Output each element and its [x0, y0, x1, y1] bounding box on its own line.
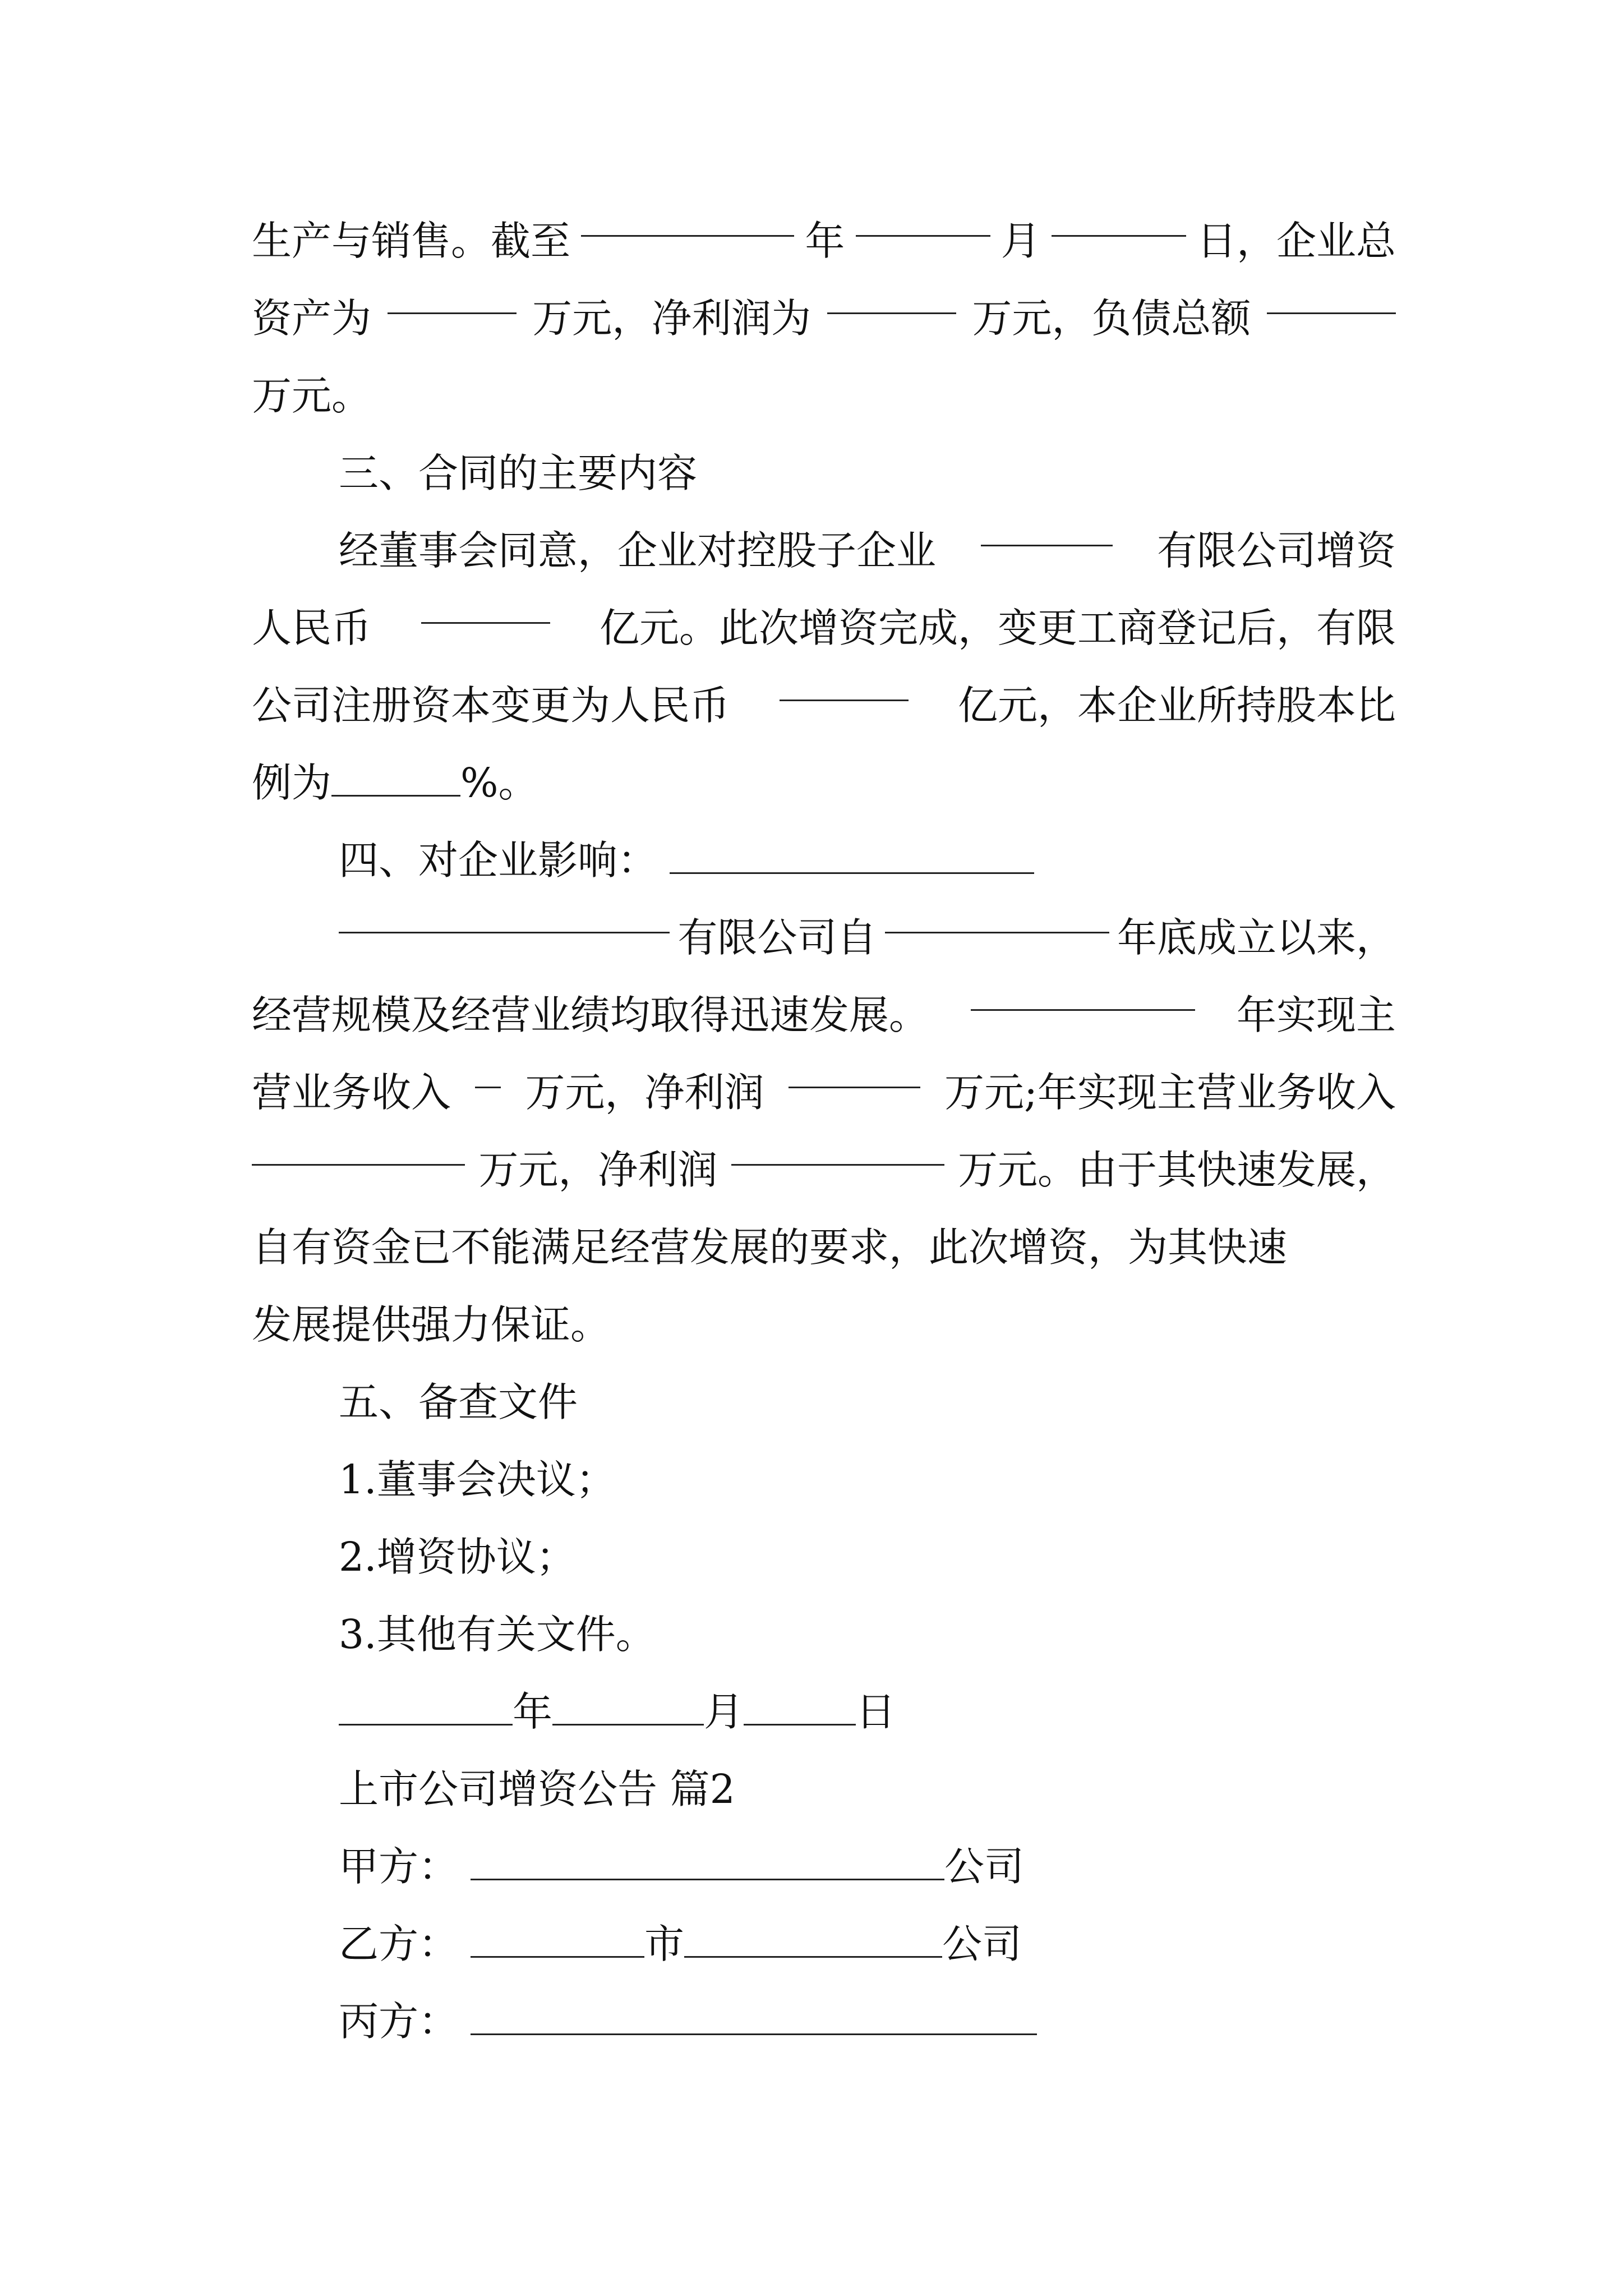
- section-heading: [339, 445, 1396, 501]
- blank-line: [552, 1702, 704, 1726]
- text-segment: 万元。: [252, 372, 372, 419]
- blank-line: [339, 910, 670, 933]
- text-line: [339, 523, 1396, 579]
- list-item: [339, 1529, 1396, 1585]
- text-segment: 市: [644, 1921, 685, 1967]
- text-segment: 公司: [944, 1843, 1025, 1890]
- blank-line: [331, 773, 460, 797]
- blank-line: [856, 213, 990, 237]
- text-segment: 公司注册资本变更为人民币: [252, 682, 730, 729]
- blank-line: [789, 1065, 920, 1088]
- blank-line: [339, 1702, 513, 1726]
- text-segment: 月: [704, 1688, 744, 1735]
- text-segment: 万元，净利润: [478, 1147, 718, 1193]
- text-line: [252, 987, 1396, 1043]
- text-segment: 有限公司自: [677, 914, 877, 961]
- blank-line: [684, 1934, 942, 1958]
- blank-line: [780, 678, 909, 701]
- text-line: [252, 1065, 1396, 1121]
- list-item: [339, 1607, 1396, 1663]
- party-line: [339, 1916, 1396, 1972]
- text-segment: 亿元，本企业所持股本比: [957, 682, 1396, 729]
- text-line: [252, 1142, 1396, 1198]
- text-segment: 年: [513, 1688, 553, 1735]
- text-line: [252, 678, 1396, 734]
- blank-line: [885, 910, 1109, 933]
- party-line: [339, 1839, 1396, 1895]
- text-segment: 四、对企业影响：: [339, 837, 658, 884]
- text-segment: 万元;年实现主营业务收入: [944, 1069, 1396, 1116]
- text-segment: 人民币: [252, 605, 372, 651]
- text-segment: 自有资金已不能满足经营发展的要求，此次增资，为其快速: [252, 1224, 1288, 1271]
- text-segment: 万元，净利润为: [532, 295, 811, 342]
- text-segment: 生产与销售。截至: [252, 218, 571, 264]
- text-segment: 甲方：: [339, 1843, 459, 1890]
- text-segment: 日，企业总: [1196, 218, 1396, 264]
- text-segment: 2.增资协议；: [339, 1534, 576, 1580]
- blank-line: [471, 2012, 1037, 2035]
- blank-line: [1267, 291, 1396, 314]
- blank-line: [471, 1857, 944, 1880]
- text-line: [339, 910, 1396, 966]
- text-line: [252, 755, 1396, 811]
- text-segment: 营业务收入: [252, 1069, 451, 1116]
- blank-line: [388, 291, 517, 314]
- text-segment: 经营规模及经营业绩均取得迅速发展。: [252, 992, 929, 1038]
- text-line: [252, 600, 1396, 656]
- text-segment: 上市公司增资公告 篇2: [339, 1766, 735, 1812]
- blank-line: [421, 600, 550, 624]
- text-segment: 万元，负债总额: [972, 295, 1251, 342]
- blank-line: [744, 1702, 856, 1726]
- text-segment: 丙方：: [339, 1998, 459, 2045]
- section-heading: [339, 832, 1396, 889]
- blank-line: [981, 523, 1113, 546]
- text-segment: 1.董事会决议；: [339, 1456, 616, 1503]
- text-segment: 三、合同的主要内容: [339, 450, 698, 496]
- blank-line: [471, 1934, 644, 1958]
- document-heading: [339, 1761, 1396, 1818]
- text-segment: 公司: [942, 1921, 1022, 1967]
- text-segment: 发展提供强力保证。: [252, 1301, 611, 1348]
- text-line: [252, 368, 1396, 424]
- text-segment: %。: [460, 760, 538, 806]
- text-segment: 年底成立以来，: [1117, 914, 1396, 961]
- text-segment: 例为: [252, 760, 332, 806]
- blank-line: [731, 1142, 944, 1166]
- text-line: [252, 1220, 1396, 1276]
- blank-line: [581, 213, 794, 237]
- blank-line: [971, 987, 1195, 1011]
- text-segment: 经董事会同意，企业对控股子企业: [339, 527, 937, 574]
- text-line: [252, 213, 1396, 269]
- text-segment: 月: [1000, 218, 1041, 264]
- text-segment: 年: [805, 218, 845, 264]
- blank-line: [475, 1065, 501, 1088]
- section-heading: [339, 1374, 1396, 1430]
- text-segment: 万元。由于其快速发展，: [957, 1147, 1396, 1193]
- blank-line: [827, 291, 956, 314]
- text-segment: 亿元。此次增资完成，变更工商登记后，有限: [599, 605, 1396, 651]
- text-segment: 五、备查文件: [339, 1379, 578, 1425]
- blank-line: [1052, 213, 1186, 237]
- text-segment: 乙方：: [339, 1921, 459, 1967]
- list-item: [339, 1452, 1396, 1508]
- text-line: [252, 1297, 1396, 1353]
- text-line: [252, 291, 1396, 347]
- party-line: [339, 1994, 1396, 2050]
- blank-line: [670, 850, 1034, 874]
- text-segment: 有限公司增资: [1156, 527, 1396, 574]
- date-line: [339, 1684, 1396, 1740]
- blank-line: [252, 1142, 465, 1166]
- text-segment: 资产为: [252, 295, 372, 342]
- text-segment: 3.其他有关文件。: [339, 1611, 656, 1658]
- text-segment: 万元，净利润: [525, 1069, 764, 1116]
- text-segment: 年实现主: [1236, 992, 1396, 1038]
- text-segment: 日: [856, 1688, 896, 1735]
